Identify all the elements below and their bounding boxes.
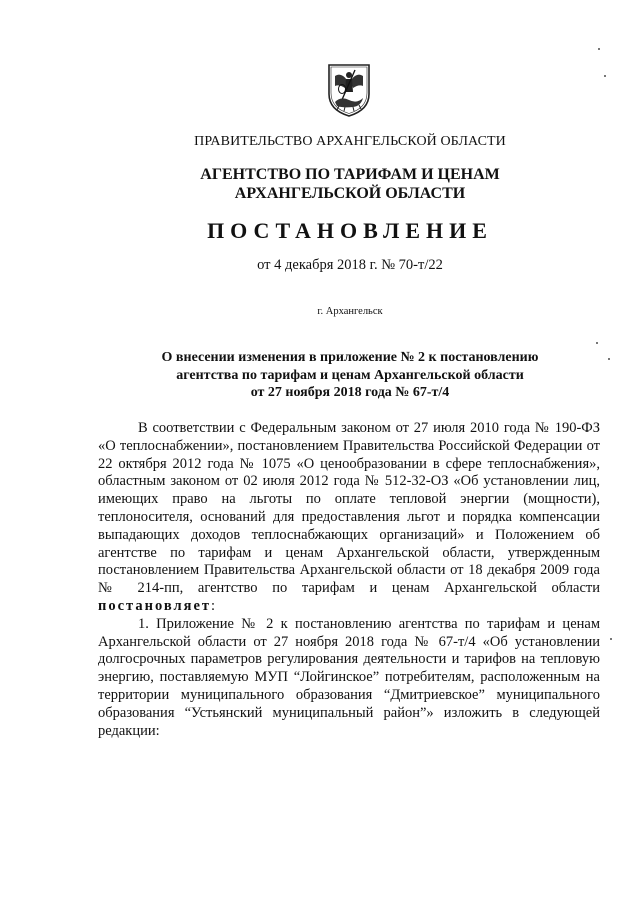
agency-name-line1: АГЕНТСТВО ПО ТАРИФАМ И ЦЕНАМ — [200, 166, 500, 183]
subject-line3: от 27 ноября 2018 года № 67-т/4 — [250, 385, 450, 400]
body-paragraph-1 — [98, 420, 600, 616]
body-paragraph-2: 1. Приложение № 2 к постановлению агентства по тарифам и ценам Архангельской области от 27 ноября 2018 года № 67-т/4 «Об установлении долгосрочных параметров регулирования деятельности и тарифов на тепловую энергию, поставляемую МУП “Лойгинское” потребителям, расположенным на территории муниципального образования “Дмитриевское” муниципального образования “Устьянский муниципальный район”» изложить в следующей редакции: — [98, 615, 600, 739]
document-type-title: ПОСТАНОВЛЕНИЕ — [207, 218, 493, 243]
agency-name — [30, 165, 640, 203]
paragraph-1-end: : — [211, 597, 216, 614]
subject-line1: О внесении изменения в приложение № 2 к постановлению — [161, 350, 539, 365]
scan-speck — [604, 75, 606, 77]
scan-speck — [598, 48, 600, 50]
government-name: ПРАВИТЕЛЬСТВО АРХАНГЕЛЬСКОЙ ОБЛАСТИ — [194, 134, 506, 149]
document-body — [98, 420, 600, 740]
document-dateline: от 4 декабря 2018 г. № 70-т/22 — [257, 257, 443, 273]
resolves-keyword: постановляет — [98, 597, 212, 614]
paragraph-1-text: В соответствии с Федеральным законом от 27 июля 2010 года № 190-ФЗ «О теплоснабжении», постановлением Правительства Российской Федерации от 22 октября 2012 года № 1075 «О ценообразовании в сфере теплоснабжения», областным законом от 02 июля 2012 года № 512-32-ОЗ «Об установлении лиц, имеющих право на льготы по оплате тепловой энергии (мощности), теплоносителя, оснований для предоставления льгот и порядка компенсации выпадающих доходов теплоснабжающих организаций» и Положением об агентстве по тарифам и ценам Архангельской области, утвержденным постановлением Правительства Архангельской области от 18 декабря 2009 года № 214-пп, агентство по тарифам и ценам Архангельской области — [98, 420, 600, 597]
agency-name-line2: АРХАНГЕЛЬСКОЙ ОБЛАСТИ — [234, 185, 466, 202]
subject-line2: агентства по тарифам и ценам Архангельской области — [176, 367, 524, 383]
document-subject — [30, 349, 640, 402]
scan-speck — [610, 638, 612, 640]
coat-of-arms-icon — [325, 62, 373, 118]
scan-speck — [608, 358, 610, 360]
scan-speck — [596, 342, 598, 344]
document-city: г. Архангельск — [317, 306, 383, 317]
